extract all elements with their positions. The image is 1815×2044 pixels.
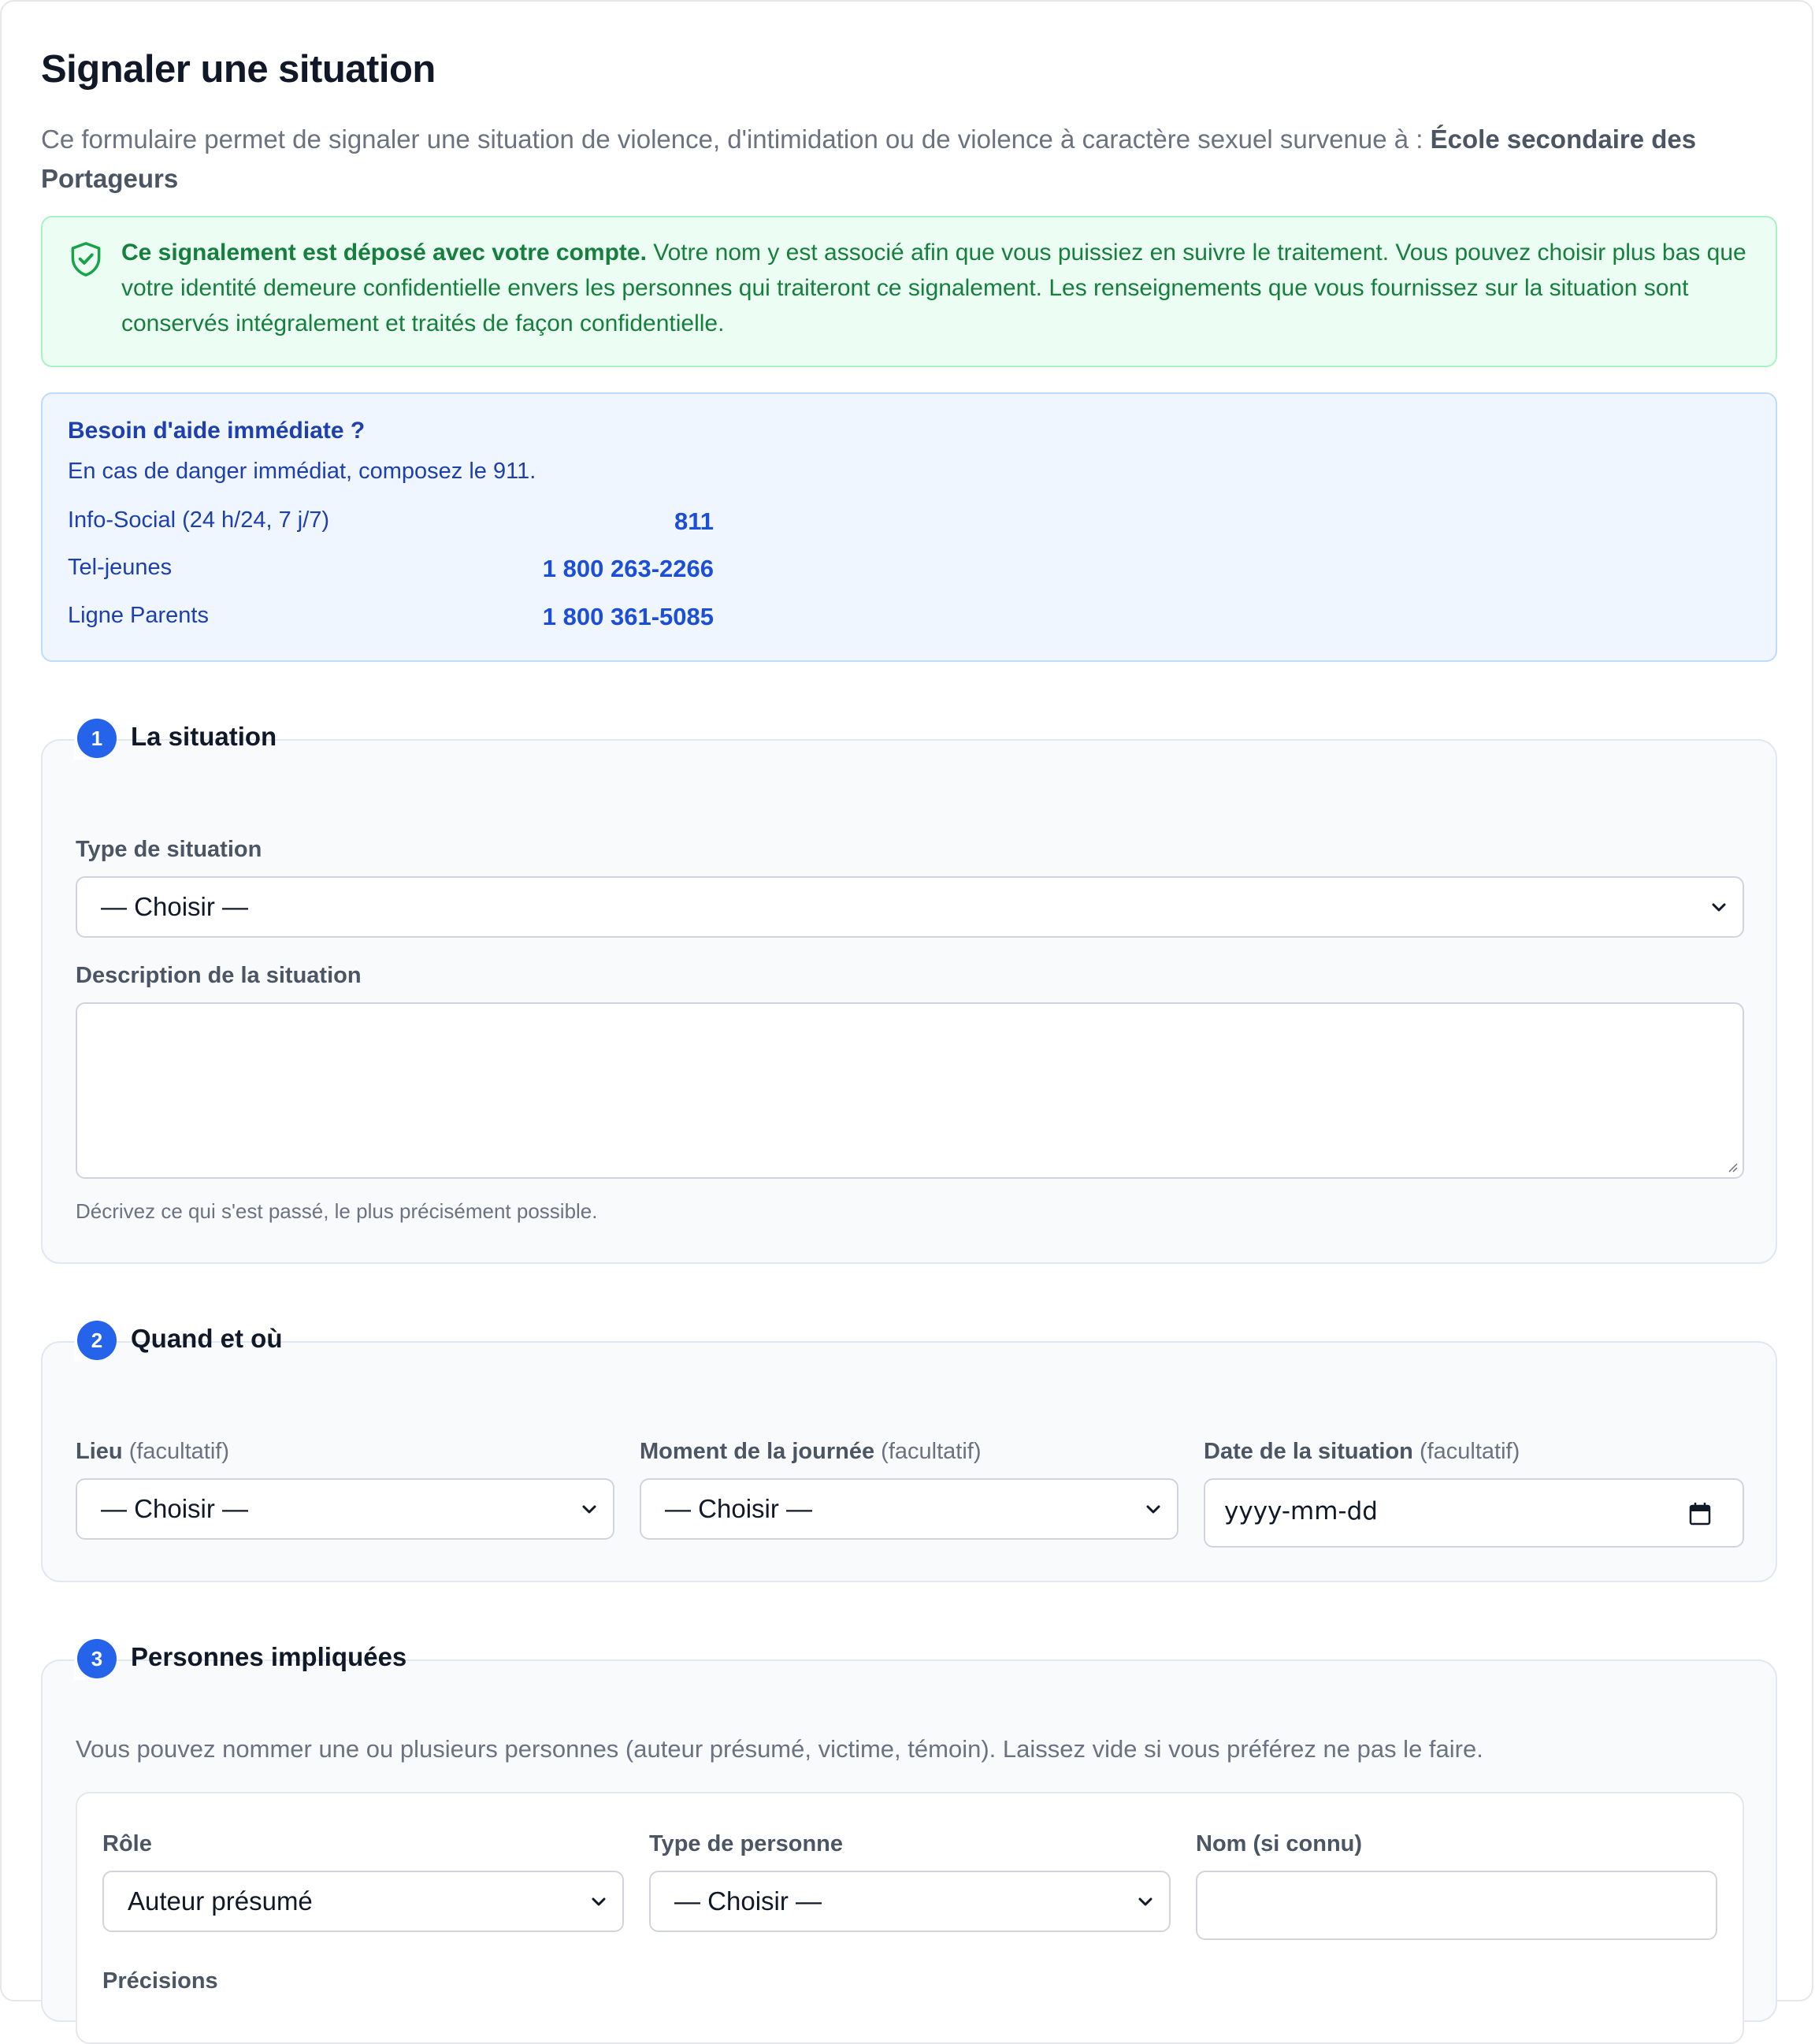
help-line-number[interactable]: 1 800 361-5085	[542, 603, 714, 630]
school-name: École secondaire des Portageurs	[41, 124, 1697, 193]
select-value: — Choisir —	[665, 1494, 813, 1523]
help-line-label: Info-Social (24 h/24, 7 j/7)	[68, 507, 330, 533]
lieu-label-text: Lieu	[76, 1439, 123, 1464]
type-situation-select[interactable]	[76, 876, 1744, 938]
date-label	[1204, 1439, 1520, 1465]
help-line-number[interactable]: 1 800 263-2266	[542, 555, 714, 582]
help-line-ligne-parents	[68, 603, 714, 634]
select-value: — Choisir —	[674, 1886, 822, 1916]
optional-tag: (facultatif)	[128, 1439, 230, 1464]
step-badge: 2	[77, 1321, 117, 1360]
details-label: Précisions	[102, 1968, 218, 1994]
section-title: La situation	[131, 722, 277, 751]
moment-label-text: Moment de la journée	[640, 1439, 875, 1464]
moment-label	[640, 1439, 982, 1465]
help-line-tel-jeunes	[68, 555, 714, 586]
help-line-label: Tel-jeunes	[68, 555, 173, 580]
date-input[interactable]	[1204, 1478, 1744, 1548]
name-label: Nom (si connu)	[1196, 1831, 1363, 1856]
description-label: Description de la situation	[76, 963, 362, 988]
account-notice	[41, 216, 1777, 367]
role-label: Rôle	[102, 1831, 152, 1856]
intro-sentence: Ce formulaire permet de signaler une situation de violence, d'intimidation ou de violence à caractère sexuel survenue à :	[41, 124, 1431, 154]
chevron-down-icon	[1709, 898, 1728, 917]
section-title: Personnes impliquées	[131, 1642, 407, 1671]
section-legend	[74, 1319, 283, 1362]
section-title: Quand et où	[131, 1324, 283, 1353]
help-text: En cas de danger immédiat, composez le 911.	[68, 459, 536, 484]
chevron-down-icon	[589, 1893, 608, 1912]
select-value: — Choisir —	[101, 1494, 249, 1523]
person-type-select[interactable]	[649, 1871, 1171, 1932]
notice-body: Votre nom y est associé afin que vous puissiez en suivre le traitement. Vous pouvez choisir plus bas que votre identité demeure confidentielle envers les personnes qui traiteront ce signalement. Les renseignements que vous fournissez sur la situation sont conservés intégralement et traités de façon confidentielle.	[121, 240, 1746, 336]
lieu-select[interactable]	[76, 1478, 614, 1540]
chevron-down-icon	[1136, 1893, 1155, 1912]
description-textarea[interactable]	[76, 1002, 1744, 1179]
person-type-label: Type de personne	[649, 1831, 844, 1856]
notice-text	[121, 235, 1760, 341]
section-legend	[74, 717, 277, 760]
page-title: Signaler une situation	[41, 48, 436, 91]
help-line-info-social	[68, 507, 714, 539]
step-badge: 1	[77, 719, 117, 758]
chevron-down-icon	[1144, 1500, 1163, 1519]
role-select[interactable]	[102, 1871, 624, 1932]
section-persons	[41, 1642, 1777, 2022]
step-badge: 3	[77, 1639, 117, 1678]
help-title: Besoin d'aide immédiate ?	[68, 418, 366, 444]
section-when-where	[41, 1324, 1777, 1582]
chevron-down-icon	[580, 1500, 599, 1519]
resize-handle-icon[interactable]	[1725, 1160, 1738, 1173]
description-hint: Décrivez ce qui s'est passé, le plus précisément possible.	[76, 1199, 598, 1223]
intro-text	[41, 120, 1735, 199]
help-box	[41, 392, 1777, 662]
shield-check-icon	[69, 241, 102, 277]
optional-tag: (facultatif)	[1419, 1439, 1520, 1464]
name-input[interactable]	[1196, 1871, 1717, 1940]
section-legend	[74, 1637, 407, 1680]
type-situation-label: Type de situation	[76, 837, 262, 862]
person-card	[76, 1792, 1744, 2044]
date-placeholder: yyyy-mm-dd	[1224, 1497, 1378, 1526]
lieu-label	[76, 1439, 229, 1465]
calendar-icon[interactable]	[1689, 1502, 1711, 1526]
select-value: — Choisir —	[101, 892, 249, 921]
moment-select[interactable]	[640, 1478, 1178, 1540]
section-situation	[41, 722, 1777, 1264]
persons-description: Vous pouvez nommer une ou plusieurs personnes (auteur présumé, victime, témoin). Laissez vide si vous préférez ne pas le faire.	[76, 1735, 1483, 1763]
optional-tag: (facultatif)	[881, 1439, 982, 1464]
date-label-text: Date de la situation	[1204, 1439, 1413, 1464]
help-line-number[interactable]: 811	[674, 507, 714, 535]
select-value: Auteur présumé	[128, 1886, 313, 1916]
notice-bold: Ce signalement est déposé avec votre compte.	[121, 240, 647, 266]
help-line-label: Ligne Parents	[68, 603, 209, 628]
